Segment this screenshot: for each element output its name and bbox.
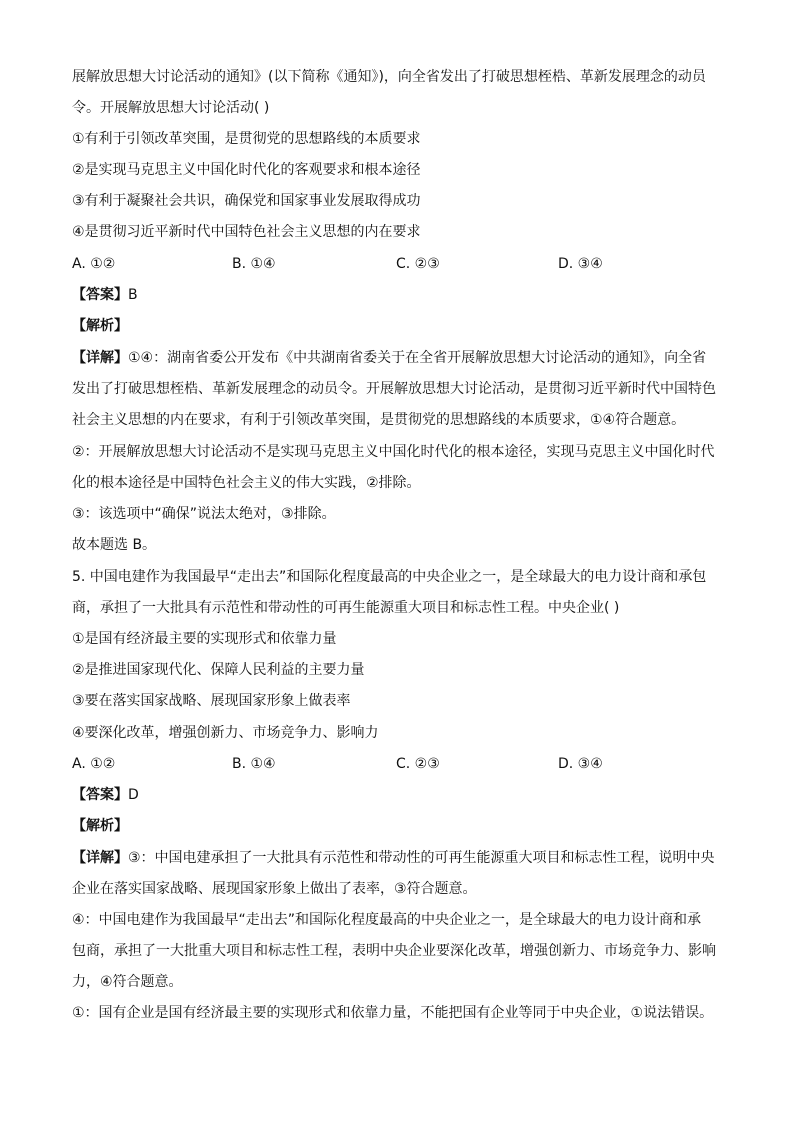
q4-analysis-tag: 【解析】 — [72, 318, 128, 334]
q4-detail-line: ②：开展解放思想大讨论活动不是实现马克思主义中国化时代化的根本途径，实现马克思主义中国化时代 — [72, 444, 715, 460]
q4-option-c: C. ②③ — [396, 256, 440, 272]
q5-item: ②是推进国家现代化、保障人民利益的主要力量 — [72, 662, 365, 678]
q5-answer — [72, 784, 722, 806]
q4-detail-line: 【详解】①④：湖南省委公开发布《中共湖南省委关于在全省开展解放思想大讨论活动的通知》，向全省 — [72, 350, 707, 366]
q5-detail-line: 【详解】③：中国电建承担了一大批具有示范性和带动性的可再生能源重大项目和标志性工程，说明中央 — [72, 850, 715, 866]
q4-stem-line: 展解放思想大讨论活动的通知》(以下简称《通知》)，向全省发出了打破思想桎梏、革新发展理念的动员 — [72, 69, 706, 85]
q5-detail-line: 包商，承担了一大批重大项目和标志性工程，表明中央企业要深化改革，增强创新力、市场竞争力、影响 — [72, 943, 716, 959]
q5-option-d: D. ③④ — [558, 756, 603, 772]
detail-tag: 【详解】 — [72, 850, 128, 866]
q5-item: ①是国有经济最主要的实现形式和依靠力量 — [72, 631, 337, 647]
answer-tag: 【答案】 — [72, 287, 128, 303]
q5-detail-line: 企业在落实国家战略、展现国家形象上做出了表率，③符合题意。 — [72, 881, 477, 897]
q4-detail-line: 社会主义思想的内在要求，有利于引领改革突围，是贯彻党的思想路线的本质要求，①④符合题意。 — [72, 412, 686, 428]
q4-item: ④是贯彻习近平新时代中国特色社会主义思想的内在要求 — [72, 224, 421, 240]
q4-detail-line: ③：该选项中“确保”说法太绝对，③排除。 — [72, 506, 336, 522]
q5-stem-line: 5. 中国电建作为我国最早“走出去”和国际化程度最高的中央企业之一，是全球最大的电力设计商和承包 — [72, 569, 707, 585]
q5-detail-line: ①：国有企业是国有经济最主要的实现形式和依靠力量，不能把国有企业等同于中央企业，①说法错误。 — [72, 1005, 714, 1021]
q5-detail-line: ④：中国电建作为我国最早“走出去”和国际化程度最高的中央企业之一，是全球最大的电力设计商和承 — [72, 912, 702, 928]
q4-option-d: D. ③④ — [558, 256, 603, 272]
answer-tag: 【答案】 — [72, 787, 128, 803]
q4-item: ①有利于引领改革突围，是贯彻党的思想路线的本质要求 — [72, 131, 421, 147]
q5-option-a: A. ①② — [72, 756, 116, 772]
q4-item: ②是实现马克思主义中国化时代化的客观要求和根本途径 — [72, 162, 421, 178]
q4-stem-line: 令。开展解放思想大讨论活动( ) — [72, 100, 270, 116]
q4-option-a: A. ①② — [72, 256, 116, 272]
answer-value: B — [128, 287, 138, 303]
q5-option-b: B. ①④ — [232, 756, 276, 772]
q4-detail-line: 化的根本途径是中国特色社会主义的伟大实践，②排除。 — [72, 475, 421, 491]
q4-answer — [72, 284, 722, 306]
q4-item: ③有利于凝聚社会共识，确保党和国家事业发展取得成功 — [72, 193, 421, 209]
q4-option-b: B. ①④ — [232, 256, 276, 272]
q4-conclusion: 故本题选 B。 — [72, 537, 157, 553]
q5-detail-line: 力，④符合题意。 — [72, 974, 183, 990]
q5-analysis-tag: 【解析】 — [72, 818, 128, 834]
q4-detail-line: 发出了打破思想桎梏、革新发展理念的动员令。开展解放思想大讨论活动，是贯彻习近平新时代中国特色 — [72, 381, 716, 397]
answer-value: D — [128, 787, 139, 803]
q5-item: ③要在落实国家战略、展现国家形象上做表率 — [72, 693, 351, 709]
q5-stem-line: 商，承担了一大批具有示范性和带动性的可再生能源重大项目和标志性工程。中央企业( ) — [72, 600, 620, 616]
detail-tag: 【详解】 — [72, 350, 128, 366]
q5-item: ④要深化改革，增强创新力、市场竞争力、影响力 — [72, 725, 379, 741]
q5-option-c: C. ②③ — [396, 756, 440, 772]
